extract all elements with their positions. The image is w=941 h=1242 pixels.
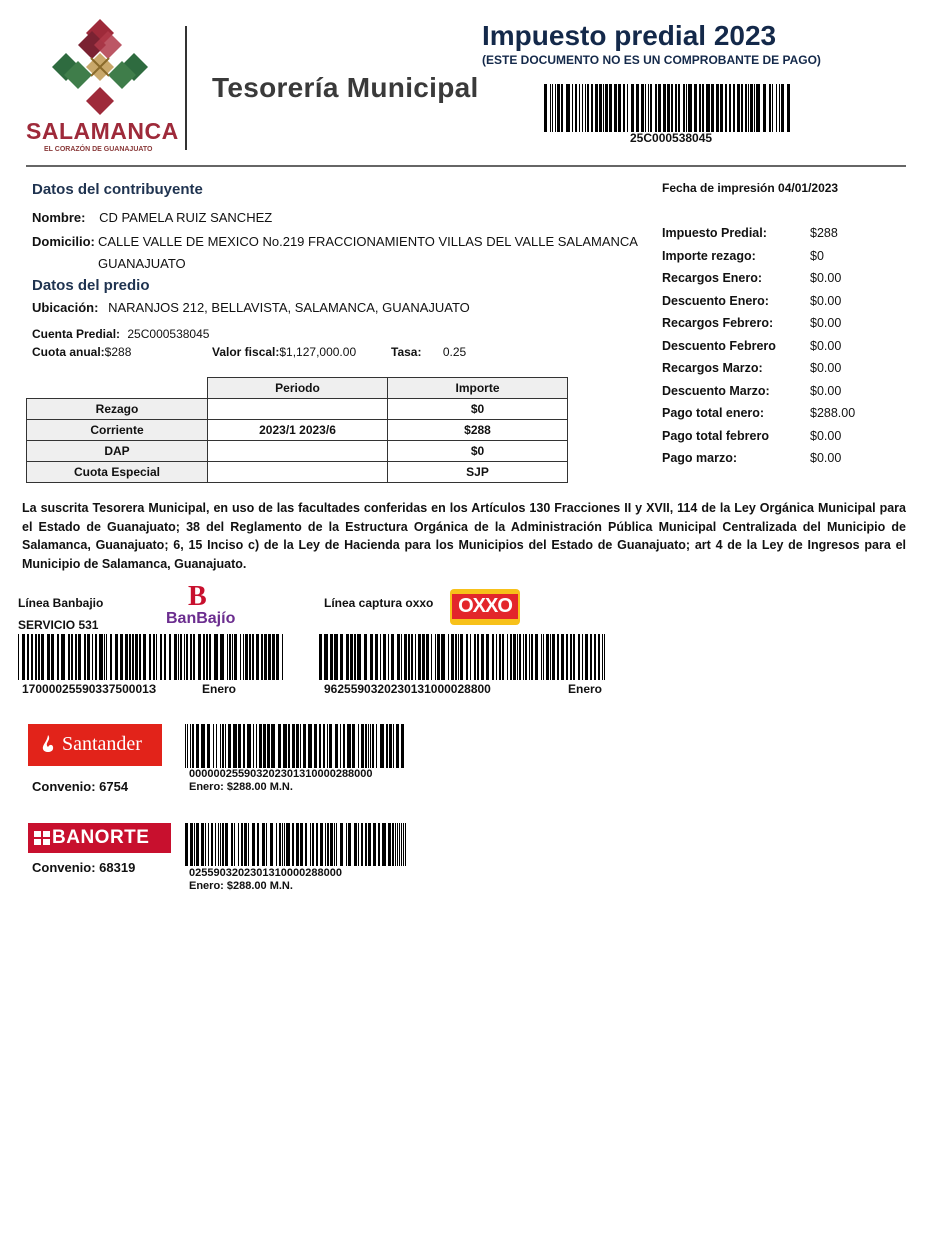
municipal-emblem-logo bbox=[40, 14, 160, 120]
row-importe: SJP bbox=[388, 462, 568, 483]
row-label: DAP bbox=[27, 441, 208, 462]
row-label: Cuota Especial bbox=[27, 462, 208, 483]
santander-barcode bbox=[185, 724, 409, 768]
banbajio-number: 1700002559033750001З bbox=[22, 682, 157, 696]
header-divider bbox=[185, 26, 187, 150]
header-periodo: Periodo bbox=[208, 378, 388, 399]
valor-label: Valor fiscal: bbox=[212, 345, 280, 359]
table-row bbox=[27, 420, 568, 441]
banbajio-servicio: SERVICIO 531 bbox=[18, 618, 99, 632]
print-date bbox=[662, 181, 838, 195]
banorte-emblem-icon bbox=[34, 829, 50, 847]
oxxo-logo bbox=[450, 589, 520, 625]
santander-amount: Enero: $288.00 M.N. bbox=[189, 781, 293, 793]
banorte-convenio: Convenio: 68319 bbox=[32, 860, 136, 875]
row-label: Rezago bbox=[27, 399, 208, 420]
santander-convenio: Convenio: 6754 bbox=[32, 779, 129, 794]
nombre-row bbox=[32, 210, 272, 225]
header-rule bbox=[26, 165, 906, 167]
cuota-value: $288 bbox=[104, 345, 132, 359]
banbajio-label: Línea Banbajio bbox=[18, 596, 104, 610]
account-barcode-text: 25C000538045 bbox=[630, 131, 713, 145]
table-row bbox=[27, 399, 568, 420]
document-title: Impuesto predial 2023 bbox=[482, 20, 777, 51]
row-periodo bbox=[208, 441, 388, 462]
oxxo-month: Enero bbox=[568, 682, 603, 696]
predio-heading: Datos del predio bbox=[32, 277, 150, 294]
oxxo-number: 9625590320230131000028800 bbox=[324, 682, 491, 696]
banorte-wordmark: BANORTE bbox=[52, 827, 150, 848]
banbajio-month: Enero bbox=[202, 682, 237, 696]
santander-wordmark: Santander bbox=[62, 733, 142, 755]
row-importe: $0 bbox=[388, 399, 568, 420]
header-importe: Importe bbox=[388, 378, 568, 399]
banorte-logo bbox=[28, 823, 171, 853]
cuota-row bbox=[32, 345, 131, 359]
document-notice: (ESTE DOCUMENTO NO ES UN COMPROBANTE DE PAGO) bbox=[482, 53, 821, 67]
banbajio-wordmark: BanBajío bbox=[166, 610, 236, 627]
oxxo-wordmark: OXXO bbox=[452, 594, 518, 619]
oxxo-label: Línea captura oxxo bbox=[324, 596, 434, 610]
banorte-amount: Enero: $288.00 M.N. bbox=[189, 880, 293, 892]
banorte-barcode bbox=[185, 823, 409, 866]
domicilio-line-1: CALLE VALLE DE MEXICO No.219 FRACCIONAMIENTO VILLAS DEL VALLE SALAMANCA bbox=[98, 234, 638, 249]
domicilio-label: Domicilio: bbox=[32, 234, 95, 249]
print-date-label: Fecha de impresión bbox=[662, 181, 775, 195]
print-date-value: 04/01/2023 bbox=[778, 181, 839, 195]
detail-table bbox=[26, 377, 568, 483]
row-importe: $288 bbox=[388, 420, 568, 441]
santander-logo bbox=[28, 724, 162, 766]
tasa-label: Tasa: bbox=[391, 345, 422, 359]
domicilio-line-2: GUANAJUATO bbox=[98, 256, 186, 271]
oxxo-barcode bbox=[319, 634, 608, 680]
row-label: Corriente bbox=[27, 420, 208, 441]
ubicacion-row bbox=[32, 300, 470, 315]
cuenta-value: 25C000538045 bbox=[127, 327, 210, 341]
nombre-value: CD PAMELA RUIZ SANCHEZ bbox=[99, 210, 273, 225]
row-periodo bbox=[208, 462, 388, 483]
ubicacion-value: NARANJOS 212, BELLAVISTA, SALAMANCA, GUANAJUATO bbox=[108, 300, 470, 315]
banbajio-barcode bbox=[18, 634, 288, 680]
row-importe: $0 bbox=[388, 441, 568, 462]
tasa-row bbox=[391, 345, 466, 359]
cuota-label: Cuota anual: bbox=[32, 345, 105, 359]
department-name: Tesorería Municipal bbox=[212, 72, 479, 103]
legal-text: La suscrita Tesorera Municipal, en uso de las facultades conferidas en los Artículos 130 Fracciones II y XVII, 114 de la Ley Orgánica Municipal para el Estado de Guanajuato; 38 del Reglamento de la Estructura Orgánica de la Administración Pública Municipal Centralizada del Municipio de Salamanca, Guanajuato; 6, 15 Inciso c) de la Ley de Hacienda para los Municipios del Estado de Guanajuato; art 4 de la Ley de Ingresos para el Municipio de Salamanca, Guanajuato. bbox=[22, 501, 906, 571]
brand-name: SALAMANCA bbox=[26, 118, 179, 144]
santander-number: 000000255903202301310000288000 bbox=[189, 768, 373, 780]
table-row bbox=[27, 462, 568, 483]
valor-row bbox=[212, 345, 356, 359]
table-row bbox=[27, 441, 568, 462]
banbajio-logo bbox=[166, 583, 256, 629]
brand-tagline: EL CORAZÓN DE GUANAJUATO bbox=[44, 146, 153, 153]
valor-value: $1,127,000.00 bbox=[279, 345, 357, 359]
account-barcode bbox=[544, 84, 792, 132]
cuenta-label: Cuenta Predial: bbox=[32, 327, 121, 341]
banorte-number: 0255903202301310000288000 bbox=[189, 867, 342, 879]
ubicacion-label: Ubicación: bbox=[32, 300, 99, 315]
santander-flame-icon bbox=[38, 734, 58, 756]
contribuyente-heading: Datos del contribuyente bbox=[32, 181, 203, 198]
cuenta-row bbox=[32, 327, 209, 341]
banbajio-b-icon: B bbox=[188, 581, 207, 612]
nombre-label: Nombre: bbox=[32, 210, 86, 225]
row-periodo: 2023/1 2023/6 bbox=[208, 420, 388, 441]
tasa-value: 0.25 bbox=[442, 345, 467, 359]
row-periodo bbox=[208, 399, 388, 420]
table-header-row bbox=[27, 378, 568, 399]
